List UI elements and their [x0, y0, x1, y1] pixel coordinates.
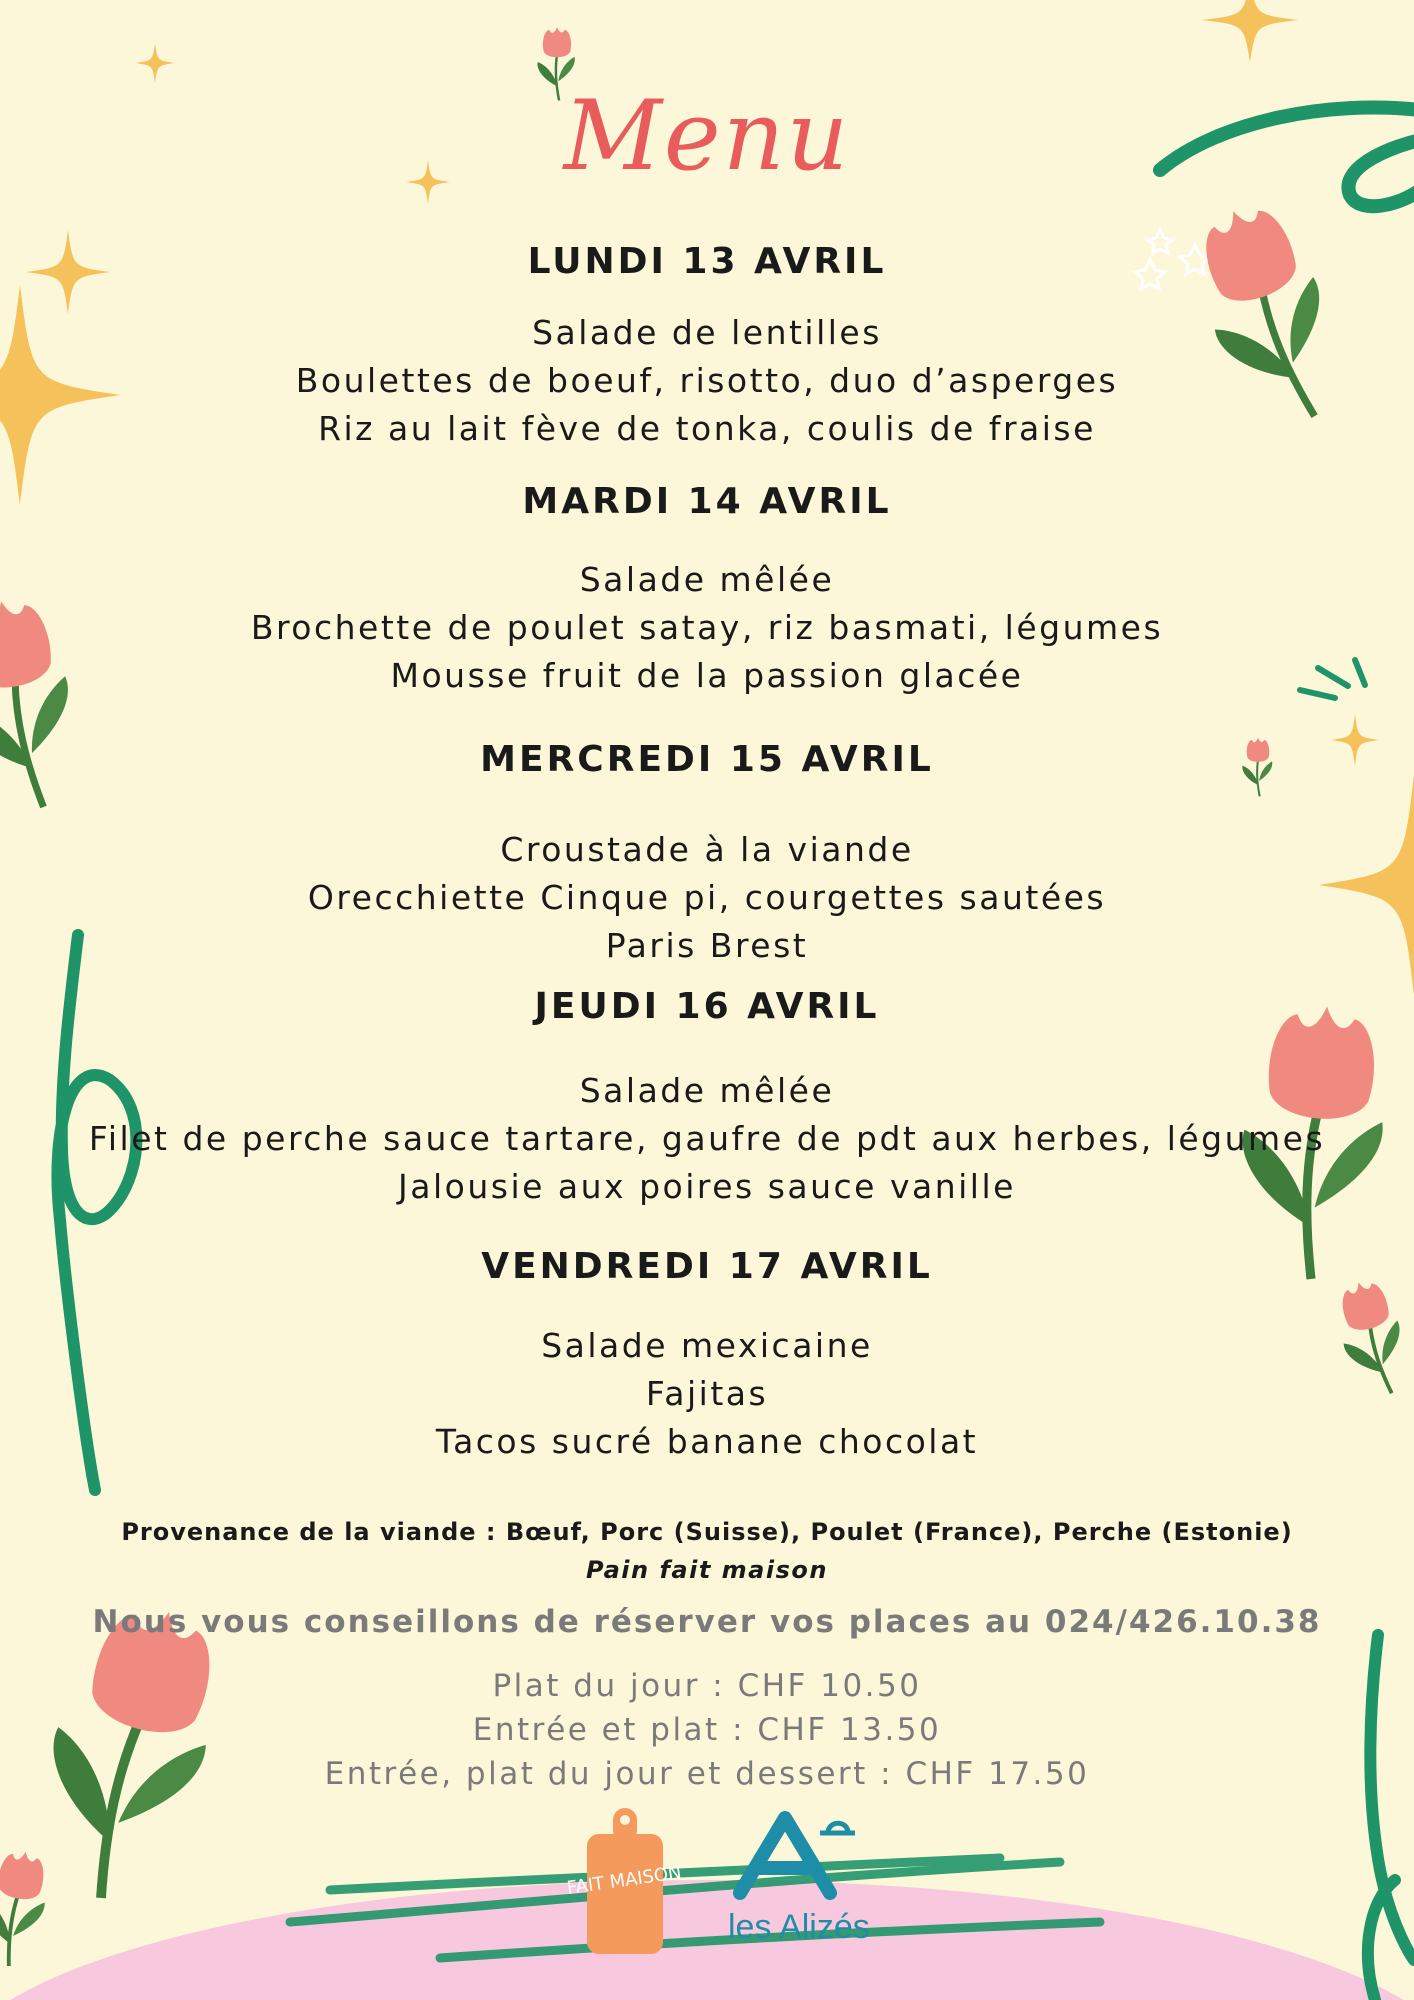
day-block-tuesday	[0, 480, 1414, 700]
dish-dessert: Jalousie aux poires sauce vanille	[398, 1167, 1016, 1206]
dish-main: Boulettes de boeuf, risotto, duo d’asperges	[295, 361, 1119, 400]
tulip-corner-left	[0, 1846, 53, 1970]
day-heading: JEUDI 16 AVRIL	[534, 986, 880, 1027]
menu-title: Menu	[563, 80, 851, 192]
les-alizes-logo-text: les Alizés	[728, 1908, 870, 1946]
dish-dessert: Tacos sucré banane chocolat	[435, 1422, 979, 1461]
star-small-top-left	[135, 43, 175, 83]
dish-main: Orecchiette Cinque pi, courgettes sautées	[307, 878, 1107, 917]
dish-starter: Salade mexicaine	[541, 1326, 873, 1365]
price-plat-du-jour: Plat du jour : CHF 10.50	[492, 1668, 922, 1704]
day-block-wednesday	[0, 738, 1414, 970]
day-heading: LUNDI 13 AVRIL	[527, 241, 887, 282]
dish-dessert: Paris Brest	[605, 926, 809, 965]
price-menu-complet: Entrée, plat du jour et dessert : CHF 17.50	[324, 1756, 1090, 1792]
day-heading: MERCREDI 15 AVRIL	[480, 739, 934, 780]
dish-dessert: Riz au lait fève de tonka, coulis de fraise	[318, 409, 1096, 448]
dish-main: Fajitas	[645, 1374, 769, 1413]
day-block-monday	[0, 240, 1414, 453]
fait-maison-logo-text: FAIT MAISON	[565, 1862, 683, 1899]
dish-starter: Salade mêlée	[579, 560, 835, 599]
bread-note: Pain fait maison	[586, 1556, 828, 1584]
star-top-right	[1202, 0, 1298, 62]
fait-maison-logo	[565, 1808, 683, 1956]
dish-starter: Salade mêlée	[579, 1071, 835, 1110]
dish-main: Brochette de poulet satay, riz basmati, légumes	[250, 608, 1164, 647]
price-list	[0, 1664, 1414, 1796]
dish-main: Filet de perche sauce tartare, gaufre de pdt aux herbes, légumes	[88, 1119, 1326, 1158]
reservation-note: Nous vous conseillons de réserver vos places au 024/426.10.38	[92, 1604, 1322, 1640]
day-heading: MARDI 14 AVRIL	[522, 481, 892, 522]
dish-dessert: Mousse fruit de la passion glacée	[390, 656, 1024, 695]
price-entree-plat: Entrée et plat : CHF 13.50	[472, 1712, 942, 1748]
dish-starter: Croustade à la viande	[500, 830, 914, 869]
day-heading: VENDREDI 17 AVRIL	[481, 1246, 933, 1287]
day-block-thursday	[0, 985, 1414, 1211]
day-block-friday	[0, 1245, 1414, 1466]
meat-origin: Provenance de la viande : Bœuf, Porc (Suisse), Poulet (France), Perche (Estonie)	[121, 1518, 1293, 1546]
dish-starter: Salade de lentilles	[532, 313, 882, 352]
